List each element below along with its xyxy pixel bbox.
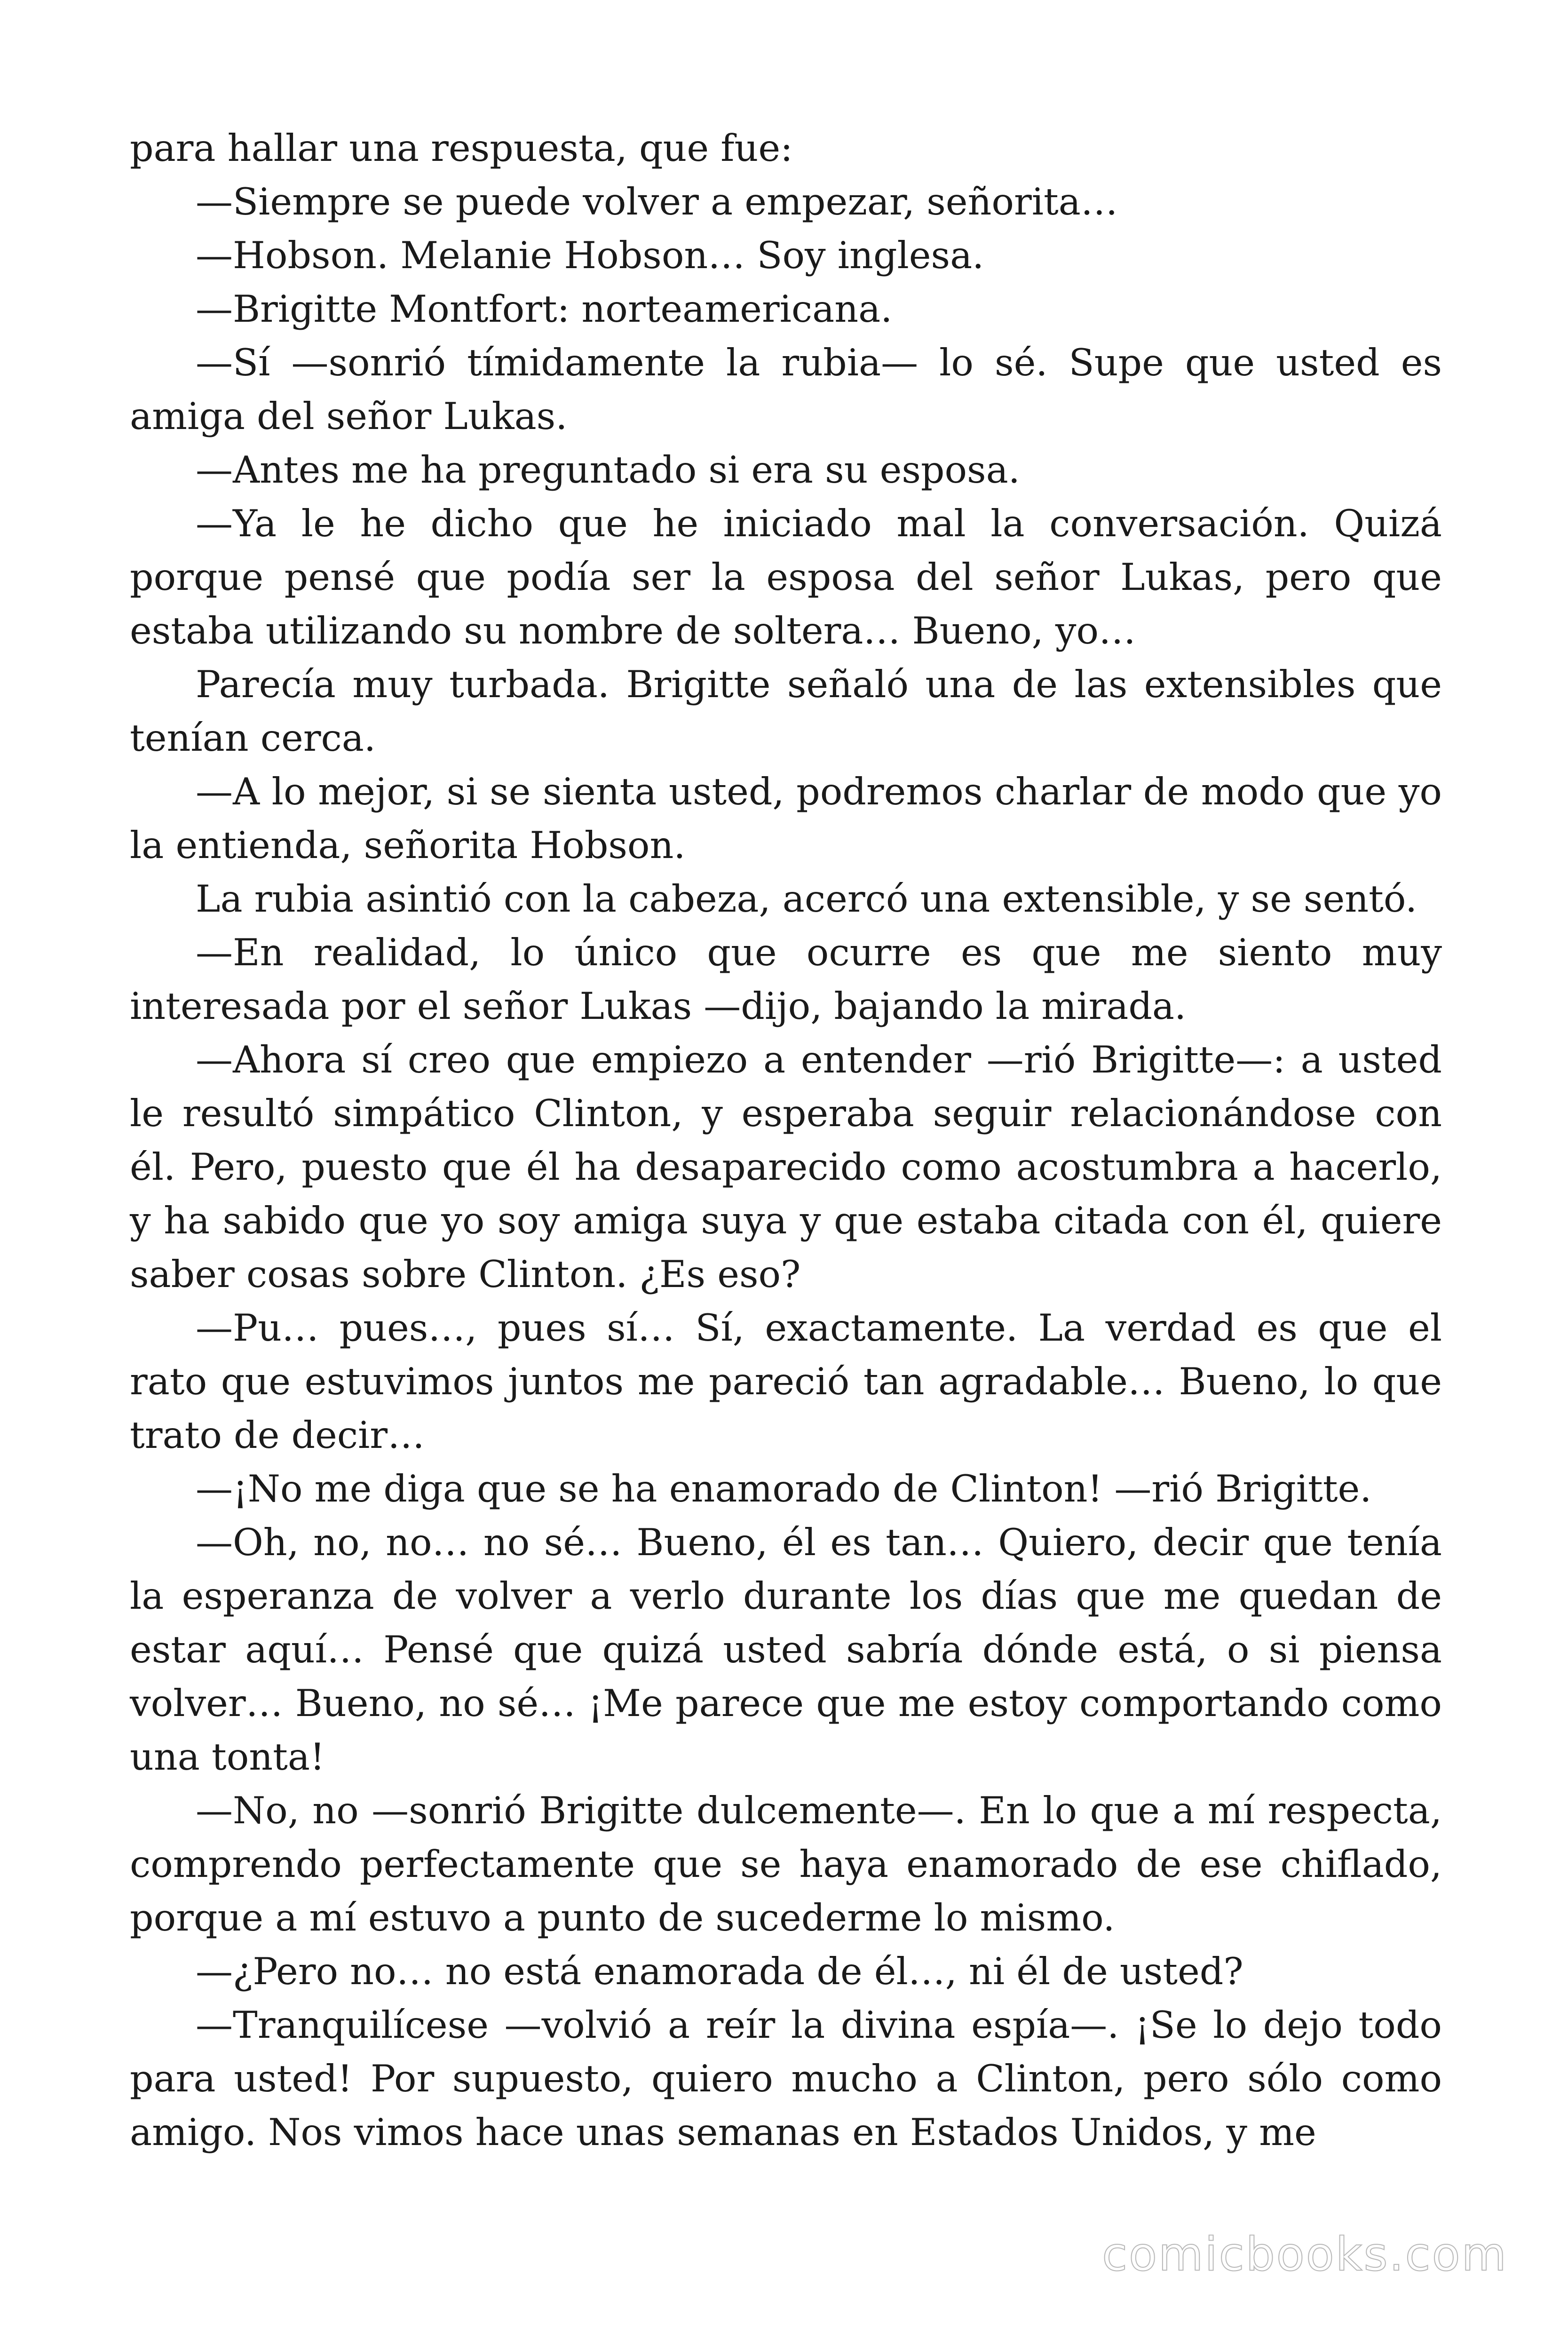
paragraph-10: La rubia asintió con la cabeza, acercó una extensible, y se sentó. — [196, 877, 1418, 921]
paragraph-5: —Sí —sonrió tímidamente la rubia— lo sé. Supe que usted es amiga del señor Lukas. — [130, 341, 1442, 438]
body-text — [130, 121, 1442, 2159]
paragraph-3: —Hobson. Melanie Hobson… Soy inglesa. — [196, 234, 984, 277]
paragraph-6: —Antes me ha preguntado si era su esposa. — [196, 448, 1020, 492]
paragraph-16: —No, no —sonrió Brigitte dulcemente—. En lo que a mí respecta, comprendo perfectamente que se haya enamorado de ese chiflado, porque a mí estuvo a punto de sucederme lo mismo. — [130, 1789, 1442, 1939]
paragraph-13: —Pu… pues…, pues sí… Sí, exactamente. La verdad es que el rato que estuvimos juntos me pareció tan agradable… Bueno, lo que trato de decir… — [130, 1306, 1442, 1457]
paragraph-12: —Ahora sí creo que empiezo a entender —rió Brigitte—: a usted le resultó simpático Clinton, y esperaba seguir relacionándose con él. Pero, puesto que él ha desaparecido como acostumbra a hacerlo, y ha sabido que yo soy amiga suya y que estaba citada con él, quiere saber cosas sobre Clinton. ¿Es eso? — [130, 1038, 1442, 1296]
paragraph-11: —En realidad, lo único que ocurre es que me siento muy interesada por el señor Lukas —dijo, bajando la mirada. — [130, 931, 1442, 1028]
paragraph-17: —¿Pero no… no está enamorada de él…, ni él de usted? — [196, 1950, 1243, 1993]
paragraph-15: —Oh, no, no… no sé… Bueno, él es tan… Quiero, decir que tenía la esperanza de volver a verlo durante los días que me quedan de estar aquí… Pensé que quizá usted sabría dónde está, o si piensa volver… Bueno, no sé… ¡Me parece que me estoy comportando como una tonta! — [130, 1521, 1442, 1779]
paragraph-8: Parecía muy turbada. Brigitte señaló una de las extensibles que tenían cerca. — [130, 663, 1442, 760]
paragraph-2: —Siempre se puede volver a empezar, señorita… — [196, 180, 1118, 223]
paragraph-9: —A lo mejor, si se sienta usted, podremos charlar de modo que yo la entienda, señorita Hobson. — [130, 770, 1442, 867]
watermark-logo: comicbooks.com — [1102, 2228, 1508, 2281]
paragraph-7: —Ya le he dicho que he iniciado mal la conversación. Quizá porque pensé que podía ser la esposa del señor Lukas, pero que estaba utilizando su nombre de soltera… Bueno, yo… — [130, 502, 1442, 652]
paragraph-14: —¡No me diga que se ha enamorado de Clinton! —rió Brigitte. — [196, 1467, 1372, 1510]
paragraph-4: —Brigitte Montfort: norteamericana. — [196, 287, 893, 331]
paragraph-1: para hallar una respuesta, que fue: — [130, 127, 793, 170]
paragraph-18: —Tranquilícese —volvió a reír la divina espía—. ¡Se lo dejo todo para usted! Por supuesto, quiero mucho a Clinton, pero sólo como amigo. Nos vimos hace unas semanas en Estados Unidos, y me — [130, 2003, 1442, 2154]
